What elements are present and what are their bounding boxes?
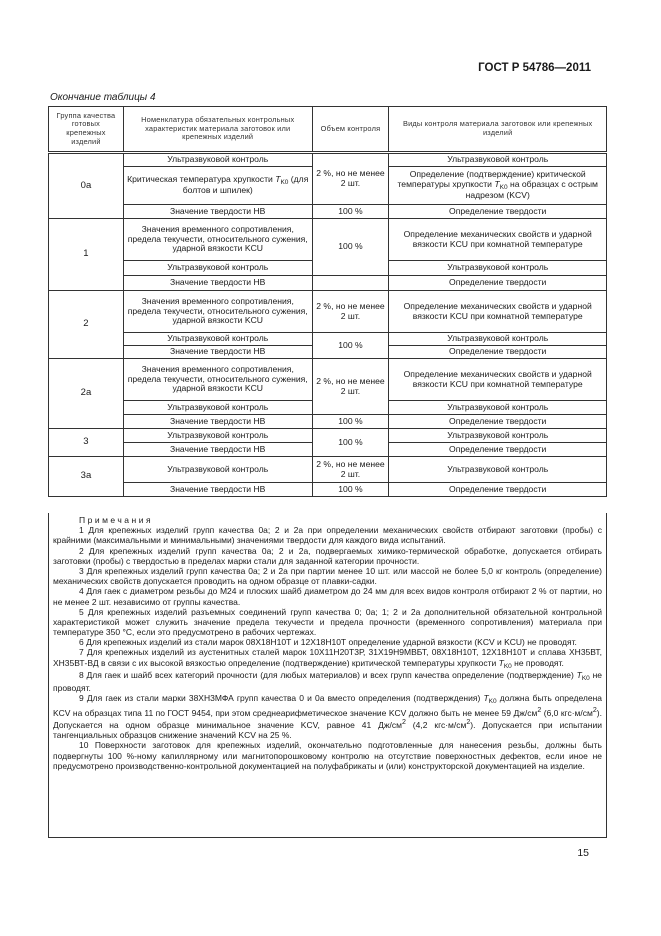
table-row: [49, 219, 607, 261]
group-cell: 0а: [49, 153, 124, 219]
volume-cell: 100 %: [312, 415, 389, 429]
table-row: [49, 415, 607, 429]
volume-cell: 100 %: [312, 219, 389, 276]
header-kinds: Виды контроля материала заготовок или крепежных изделий: [389, 107, 607, 153]
volume-cell: 100 %: [312, 429, 389, 457]
table-caption: Окончание таблицы 4: [50, 92, 156, 103]
kind-cell: Определение механических свойств и ударной вязкости KCU при комнатной температуре: [389, 291, 607, 333]
group-cell: 1: [49, 219, 124, 291]
kind-cell: Определение механических свойств и ударной вязкости KCU при комнатной температуре: [389, 219, 607, 261]
table-row: [49, 359, 607, 401]
kind-cell: Определение твердости: [389, 443, 607, 457]
nomenclature-cell: Ультразвуковой контроль: [123, 333, 312, 346]
note-8: 8 Для гаек и шайб всех категорий прочности (для любых материалов) и всех групп качества определение (подтверждение) $T_{K0}$ не проводят.: [53, 670, 602, 694]
volume-cell: 2 %, но не менее 2 шт.: [312, 153, 389, 205]
volume-cell: 2 %, но не менее 2 шт.: [312, 359, 389, 415]
kind-cell: Ультразвуковой контроль: [389, 429, 607, 443]
header-volume: Объем контроля: [312, 107, 389, 153]
nomenclature-cell: Критическая температура хрупкости $T_{K0}$ (для болтов и шпилек): [123, 167, 312, 205]
note-10: 10 Поверхности заготовок для крепежных изделий, окончательно подготовленные для нанесения резьбы, должны быть подвергнуты 100 %-ному капиллярному или магнитопорошковому контролю на отсутствие поверхностных дефектов, если иное не предусмотрено производственно-контрольной документацией на полуфабрикаты и (или) конструкторской документацией на изделие.: [53, 740, 602, 771]
volume-cell: 100 %: [312, 205, 389, 219]
table-row: [49, 291, 607, 333]
table-row: [49, 333, 607, 346]
header-nomenclature: Номенклатура обязательных контрольных характеристик материала заготовок или крепежных изделий: [123, 107, 312, 153]
kind-cell: Определение твердости: [389, 276, 607, 291]
table-row: [49, 205, 607, 219]
table-row: [49, 276, 607, 291]
nomenclature-cell: Ультразвуковой контроль: [123, 401, 312, 415]
kind-cell: Ультразвуковой контроль: [389, 401, 607, 415]
volume-cell: 100 %: [312, 483, 389, 497]
note-3: 3 Для крепежных изделий групп качества 0а; 2 и 2а при партии менее 10 шт. или массой не более 5,0 кг контроль (определение) механических свойств допускается проводить на одном образце от плавки-садки.: [53, 565, 602, 587]
note-9: 9 Для гаек из стали марки 38ХН3МФА групп качества 0 и 0а вместо определения (подтверждения) $T_{K0}$ должна быть определена KCV на образцах типа 11 по ГОСТ 9454, при этом среднеарифметическое значение KCV должно быть не менее 59 $Дж/см^2$ (6,0 $кгс\cdot м/см^2$). Допускается на одном образце минимальное значение KCV, равное 41 $Дж/см^2$ (4,2 $кгс\cdot м/см^2$). Допускается при испытании тангенциальных образцов снижение значений KCV на 25 %.: [53, 693, 602, 741]
table-notes: [48, 513, 607, 838]
volume-cell: [312, 276, 389, 291]
nomenclature-cell: Ультразвуковой контроль: [123, 261, 312, 276]
kind-cell: Определение твердости: [389, 205, 607, 219]
table-row: [49, 153, 607, 167]
nomenclature-cell: Значение твердости НВ: [123, 415, 312, 429]
note-1: 1 Для крепежных изделий групп качества 0а; 2 и 2а при определении механических свойств отбирают заготовки (пробы) с крайними (максимальными и минимальными) значениями твердости для каждого вида испытаний.: [53, 525, 602, 546]
group-cell: 3: [49, 429, 124, 457]
kind-cell: Определение твердости: [389, 483, 607, 497]
table-row: [49, 483, 607, 497]
kind-cell: Ультразвуковой контроль: [389, 153, 607, 167]
kind-cell: Определение твердости: [389, 415, 607, 429]
page-number: 15: [577, 847, 589, 859]
group-cell: 2: [49, 291, 124, 359]
kind-cell: Ультразвуковой контроль: [389, 261, 607, 276]
kind-cell: Определение механических свойств и ударной вязкости KCU при комнатной температуре: [389, 359, 607, 401]
nomenclature-cell: Значения временного сопротивления, предела текучести, относительного сужения, ударной вязкости KCU: [123, 219, 312, 261]
note-7: 7 Для крепежных изделий из аустенитных сталей марок 10Х11Н20Т3Р, 31Х19Н9МВБТ, 08Х18Н10Т, 12Х18Н10Т и сплава ХН35ВТ, ХН35ВТ-ВД в связи с их высокой вязкостью определение (подтверждение) критической температуры хрупкости $T_{K0}$ не проводят.: [53, 647, 602, 670]
nomenclature-cell: Значения временного сопротивления, предела текучести, относительного сужения, ударной вязкости KCU: [123, 291, 312, 333]
kind-cell: Определение (подтверждение) критической температуры хрупкости $T_{K0}$ на образцах с острым надрезом (KCV): [389, 167, 607, 205]
note-2: 2 Для крепежных изделий групп качества 0а; 2 и 2а, подвергаемых химико-термической обработке, допускается отбирать заготовки (пробы) с твердостью в пределах марки стали для заданной категории прочности.: [53, 545, 602, 566]
table-header-row: [49, 107, 607, 153]
volume-cell: 2 %, но не менее 2 шт.: [312, 291, 389, 333]
kind-cell: Ультразвуковой контроль: [389, 333, 607, 346]
note-4: 4 Для гаек с диаметром резьбы до М24 и плоских шайб диаметром до 24 мм для всех видов контроля отбирают 2 % от партии, но не менее 2 шт. независимо от группы качества.: [53, 586, 602, 607]
nomenclature-cell: Значение твердости НВ: [123, 205, 312, 219]
note-5: 5 Для крепежных изделий разъемных соединений групп качества 0; 0а; 1; 2 и 2а дополнительной обязательной контрольной характеристикой может служить значение предела текучести и предела прочности (временного сопротивления) материала при температуре 350 °С, если это предусмотрено в рабочих чертежах.: [53, 606, 602, 638]
group-cell: 3а: [49, 457, 124, 497]
nomenclature-cell: Значение твердости НВ: [123, 276, 312, 291]
nomenclature-cell: Значение твердости НВ: [123, 346, 312, 359]
header-group: Группа качества готовых крепежных изделий: [49, 107, 124, 153]
nomenclature-cell: Значение твердости НВ: [123, 443, 312, 457]
note-6: 6 Для крепежных изделий из стали марок 08Х18Н10Т и 12Х18Н10Т определение ударной вязкости (KCV и KCU) не проводят.: [79, 637, 577, 648]
document-number: ГОСТ Р 54786—2011: [478, 62, 591, 74]
group-cell: 2а: [49, 359, 124, 429]
kind-cell: Ультразвуковой контроль: [389, 457, 607, 483]
nomenclature-cell: Ультразвуковой контроль: [123, 153, 312, 167]
kind-cell: Определение твердости: [389, 346, 607, 359]
volume-cell: 2 %, но не менее 2 шт.: [312, 457, 389, 483]
notes-heading: Примечания: [79, 515, 154, 525]
volume-cell: 100 %: [312, 333, 389, 359]
nomenclature-cell: Ультразвуковой контроль: [123, 457, 312, 483]
nomenclature-cell: Значения временного сопротивления, предела текучести, относительного сужения, ударной вязкости KCU: [123, 359, 312, 401]
nomenclature-cell: Значение твердости НВ: [123, 483, 312, 497]
quality-control-table: [48, 106, 607, 497]
table-row: [49, 457, 607, 483]
table-row: [49, 429, 607, 443]
nomenclature-cell: Ультразвуковой контроль: [123, 429, 312, 443]
